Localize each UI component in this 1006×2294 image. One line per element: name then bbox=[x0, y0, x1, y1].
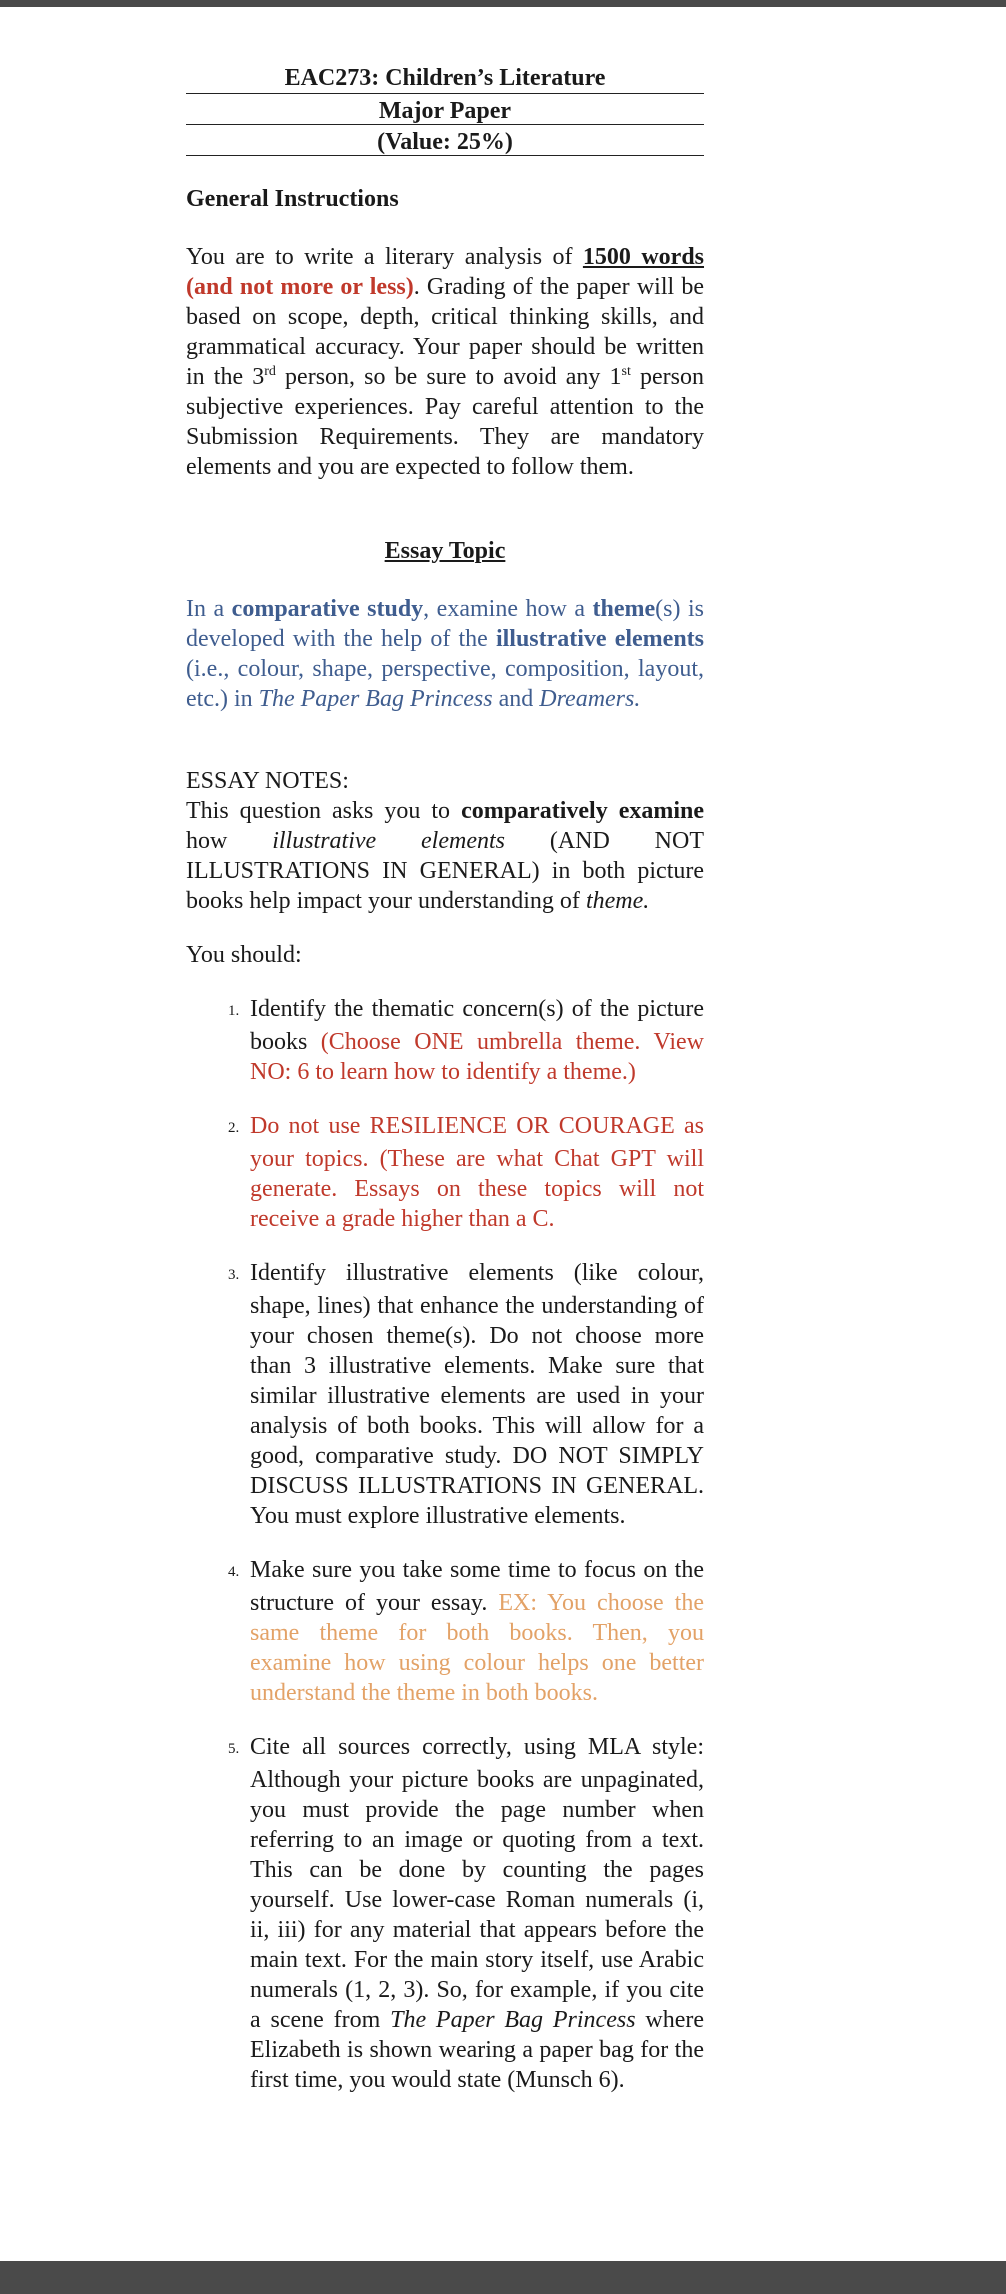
list-item: 5. Cite all sources correctly, using MLA style: Although your picture books are unpaginated, you must provide the page number when referring to an image or quoting from a text. This can be done by counting the pages yourself. Use lower-case Roman numerals (i, ii, iii) for any material that appears before the main text. For the main story itself, use Arabic numerals (1, 2, 3). So, for example, if you cite a scene from The Paper Bag Princess where Elizabeth is shown wearing a paper bag for the first time, you would state (Munsch 6). bbox=[228, 1734, 705, 2093]
list-item: 2. Do not use RESILIENCE OR COURAGE as your topics. (These are what Chat GPT will generate. Essays on these topics will not receive a grade higher than a C. bbox=[228, 1113, 704, 1232]
paper-type: Major Paper bbox=[186, 94, 704, 125]
document-header bbox=[186, 64, 704, 156]
course-title: EAC273: Children’s Literature bbox=[186, 64, 704, 94]
general-instructions-heading: General Instructions bbox=[186, 186, 399, 212]
essay-notes-heading: ESSAY NOTES: bbox=[186, 768, 349, 794]
paper-value: (Value: 25%) bbox=[186, 125, 704, 156]
general-instructions-paragraph: You are to write a literary analysis of 1500 words (and not more or less). Grading of the paper will be based on scope, depth, critical thinking skills, and grammatical accuracy. Your paper should be written in the 3rd person, so be sure to avoid any 1st person subjective experiences. Pay careful attention to the Submission Requirements. They are mandatory elements and you are expected to follow them. bbox=[186, 244, 705, 480]
viewer-top-bar bbox=[0, 0, 1006, 7]
instruction-list bbox=[186, 994, 704, 2095]
list-item: 4. Make sure you take some time to focus on the structure of your essay. EX: You choose the same theme for both books. Then, you examine how using colour helps one better understand the theme in both books. bbox=[228, 1557, 705, 1706]
you-should-label: You should: bbox=[186, 942, 302, 968]
document-page bbox=[186, 64, 704, 2119]
list-item: 1. Identify the thematic concern(s) of the picture books (Choose ONE umbrella theme. View NO: 6 to learn how to identify a theme.) bbox=[228, 996, 704, 1085]
viewer-bottom-bar bbox=[0, 2261, 1006, 2294]
essay-notes-paragraph: This question asks you to comparatively examine how illustrative elements (AND NOT ILLUSTRATIONS IN GENERAL) in both picture books help impact your understanding of theme. bbox=[186, 798, 705, 914]
essay-topic-heading: Essay Topic bbox=[384, 538, 506, 564]
list-item: 3. Identify illustrative elements (like colour, shape, lines) that enhance the understanding of your chosen theme(s). Do not choose more than 3 illustrative elements. Make sure that similar illustrative elements are used in your analysis of both books. This will allow for a good, comparative study. DO NOT SIMPLY DISCUSS ILLUSTRATIONS IN GENERAL. You must explore illustrative elements. bbox=[228, 1260, 704, 1529]
essay-topic-paragraph: In a comparative study, examine how a theme(s) is developed with the help of the illustrative elements (i.e., colour, shape, perspective, composition, layout, etc.) in The Paper Bag Princess and Dreamers. bbox=[186, 596, 704, 712]
